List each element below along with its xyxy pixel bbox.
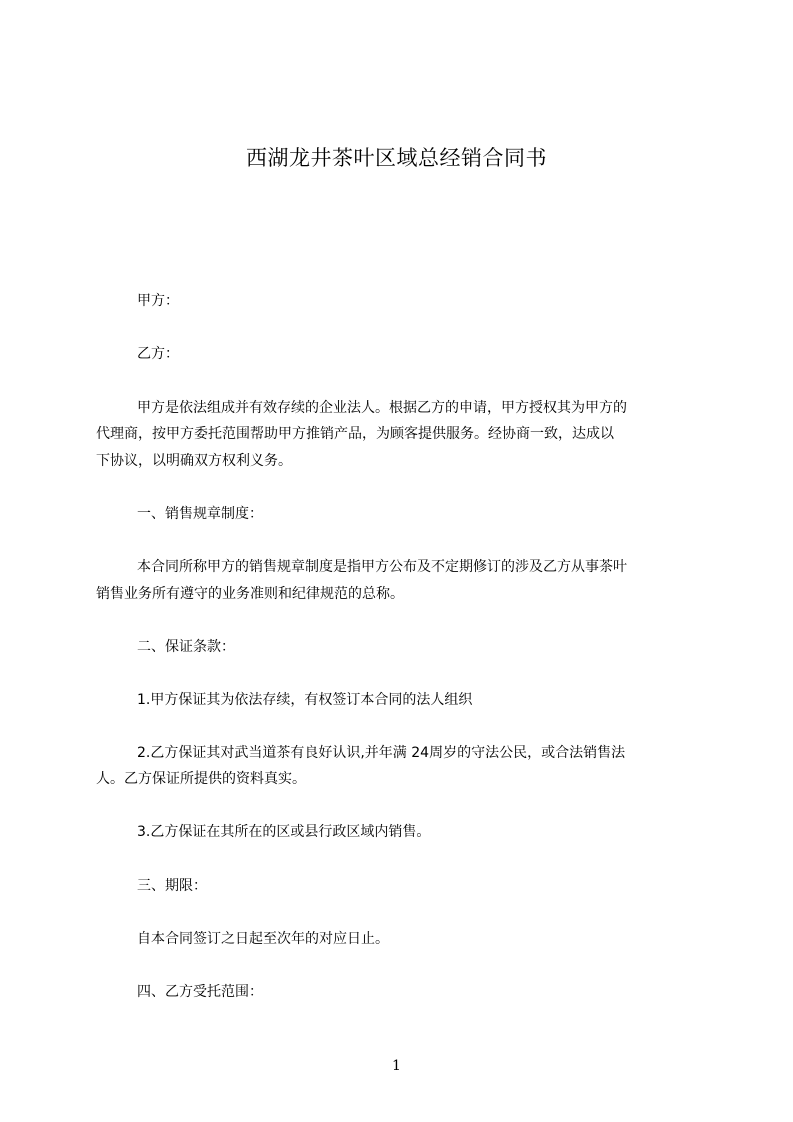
section-2-heading: 二、保证条款： bbox=[137, 639, 235, 655]
section-2-item-3: 3.乙方保证在其所在的区或县行政区域内销售。 bbox=[137, 824, 431, 840]
intro-line-1: 甲方是依法组成并有效存续的企业法人。根据乙方的申请，甲方授权其为甲方的 bbox=[137, 400, 627, 416]
document-title: 西湖龙井茶叶区域总经销合同书 bbox=[246, 146, 547, 170]
section-1-line-2: 销售业务所有遵守的业务准则和纪律规范的总称。 bbox=[96, 586, 404, 602]
section-2-item-1: 1.甲方保证其为依法存续，有权签订本合同的法人组织 bbox=[137, 692, 473, 708]
section-1-heading: 一、销售规章制度： bbox=[137, 506, 263, 522]
intro-line-3: 下协议，以明确双方权利义务。 bbox=[96, 453, 292, 469]
section-3-line-1: 自本合同签订之日起至次年的对应日止。 bbox=[137, 931, 389, 947]
section-2-item-2-line-2: 人。乙方保证所提供的资料真实。 bbox=[96, 771, 306, 787]
section-2-item-2-line-1: 2.乙方保证其对武当道茶有良好认识,并年满 24周岁的守法公民，或合法销售法 bbox=[137, 745, 626, 761]
intro-line-2: 代理商，按甲方委托范围帮助甲方推销产品，为顾客提供服务。经协商一致，达成以 bbox=[96, 426, 614, 442]
section-3-heading: 三、期限： bbox=[137, 878, 207, 894]
party-b-label: 乙方： bbox=[137, 346, 179, 362]
section-1-line-1: 本合同所称甲方的销售规章制度是指甲方公布及不定期修订的涉及乙方从事茶叶 bbox=[137, 559, 627, 575]
section-4-heading: 四、乙方受托范围： bbox=[137, 984, 263, 1000]
page-number: 1 bbox=[392, 1058, 401, 1074]
party-a-label: 甲方： bbox=[137, 293, 179, 309]
